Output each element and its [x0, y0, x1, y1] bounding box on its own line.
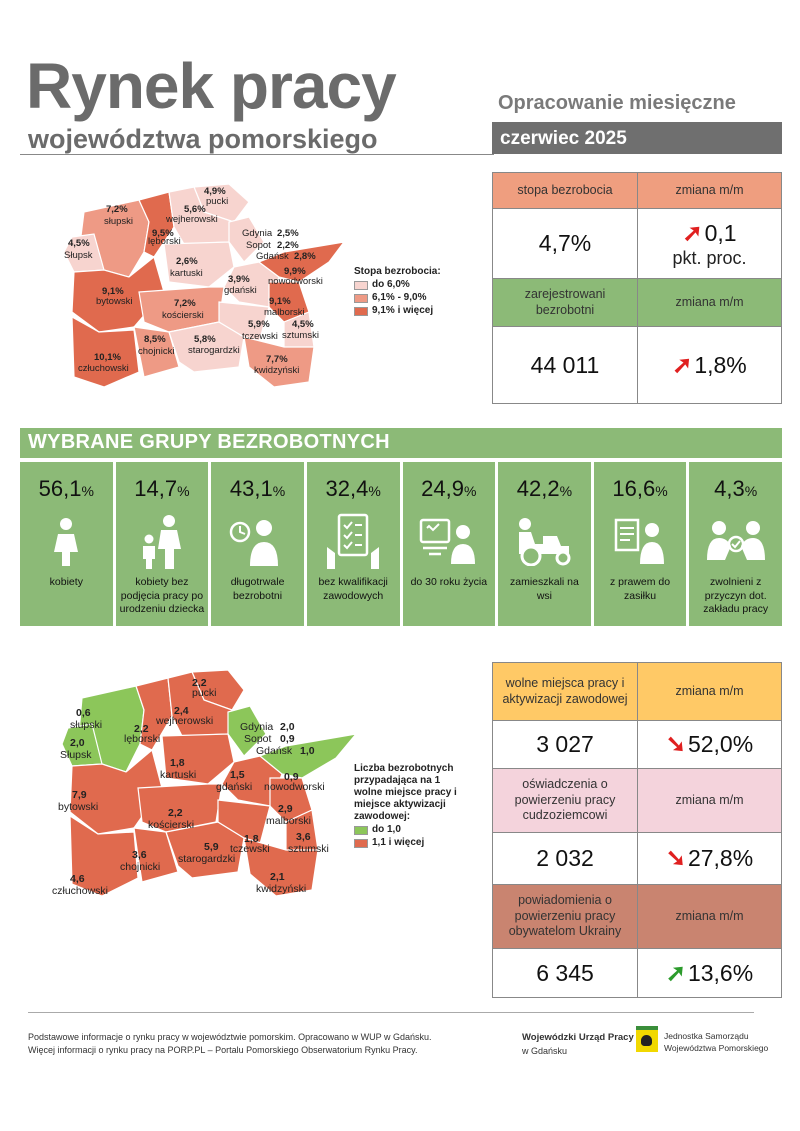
map2-value-czluchowski: 4,6 — [70, 873, 85, 885]
groups-cards — [20, 462, 782, 626]
legend-swatch-low — [354, 826, 368, 835]
vacancies-change-value: 52,0% — [687, 731, 754, 757]
map1-value-nowodworski: 9,9% — [284, 266, 306, 277]
ukraine-change-header: zmiana m/m — [637, 885, 781, 948]
map2-label-starogardzki: starogardzki — [178, 853, 236, 865]
map1-value-malborski: 9,1% — [269, 296, 291, 307]
group-value: 24,9 — [421, 476, 464, 501]
unemployment-rate-map — [44, 182, 354, 397]
unemployment-rate-value: 4,7% — [538, 230, 592, 256]
map1-label-wejherowski: wejherowski — [166, 214, 218, 225]
legend-label-low: do 1,0 — [372, 824, 401, 835]
tractor-icon — [498, 510, 591, 572]
registered-change-header: zmiana m/m — [637, 279, 781, 326]
vacancies-change-header: zmiana m/m — [637, 663, 781, 720]
map1-label-pucki: pucki — [206, 196, 229, 207]
map1-label-nowodworski: nowodworski — [268, 276, 323, 287]
map2-value-nowodworski: 0,9 — [284, 771, 299, 783]
map1-value-kartuski: 2,6% — [176, 256, 198, 267]
map1-value-wejherowski: 5,6% — [184, 204, 206, 215]
jobs-table — [492, 662, 782, 998]
map2-label-sopot: Sopot — [244, 733, 272, 745]
map2-label-koscierski: kościerski — [148, 819, 195, 831]
map1-label-gdynia: Gdynia — [242, 228, 273, 239]
samorzad-logo — [636, 1026, 776, 1055]
group-card-rural — [498, 462, 591, 626]
map2-label-nowodworski: nowodworski — [264, 781, 325, 793]
map1-value-sopot: 2,2% — [277, 240, 299, 251]
map1-value-gdanski: 3,9% — [228, 274, 250, 285]
samorzad-logo-line-2: Województwa Pomorskiego — [664, 1043, 769, 1054]
map1-label-kartuski: kartuski — [170, 268, 203, 279]
map2-value-sztumski: 3,6 — [296, 831, 311, 843]
title-divider — [20, 154, 494, 155]
registered-change-value: 1,8% — [694, 351, 747, 378]
map1-label-leborski: lęborski — [148, 236, 181, 247]
group-unit: % — [655, 483, 668, 499]
map2-label-leborski: lęborski — [124, 733, 161, 745]
map1-label-chojnicki: chojnicki — [138, 346, 175, 357]
map2-label-kartuski: kartuski — [160, 769, 197, 781]
footer-line-1: Podstawowe informacje o rynku pracy w województwie pomorskim. Opracowano w WUP w Gdańsku. — [28, 1032, 432, 1042]
map2-value-koscierski: 2,2 — [168, 807, 183, 819]
map2-label-gdynia: Gdynia — [240, 721, 274, 733]
rate-change-value: 0,1 — [704, 219, 737, 246]
arrow-up-icon: ➚ — [682, 219, 703, 247]
map1-label-bytowski: bytowski — [96, 296, 133, 307]
footer-divider — [28, 1012, 754, 1013]
young-person-computer-icon — [403, 510, 496, 572]
group-value: 42,2 — [516, 476, 560, 501]
ukraine-change-value: 13,6% — [687, 959, 754, 986]
map2-value-malborski: 2,9 — [278, 803, 293, 815]
map1-label-kwidzynski: kwidzyński — [254, 365, 300, 376]
map1-label-sztumski: sztumski — [282, 330, 319, 341]
legend-swatch-low — [354, 281, 368, 290]
map1-value-slupski: 7,2% — [106, 204, 128, 215]
legend-swatch-high — [354, 839, 368, 848]
footer-info — [28, 1031, 432, 1057]
wup-logo-name: Wojewódzki Urząd Pracy — [522, 1032, 634, 1043]
group-label: długotrwale bezrobotni — [230, 576, 285, 602]
group-unit: % — [81, 483, 94, 499]
report-type: Opracowanie miesięczne — [498, 92, 736, 114]
group-card-dismissed — [689, 462, 782, 626]
map2-label-pucki: pucki — [192, 687, 217, 699]
group-card-under-30 — [403, 462, 496, 626]
declarations-change-header: zmiana m/m — [637, 769, 781, 832]
group-card-no-qualifications — [307, 462, 400, 626]
group-value: 4,3 — [714, 476, 745, 501]
map1-value-gdynia: 2,5% — [277, 228, 299, 239]
ukraine-value: 6 345 — [536, 959, 594, 986]
map2-value-chojnicki: 3,6 — [132, 849, 147, 861]
map1-value-gdansk: 2,8% — [294, 251, 316, 262]
map1-value-bytowski: 9,1% — [102, 286, 124, 297]
groups-section-title: WYBRANE GRUPY BEZROBOTNYCH — [20, 428, 782, 458]
arrow-up-icon: ➚ — [672, 351, 693, 379]
map2-value-gdynia: 2,0 — [280, 721, 295, 733]
legend-label-high: 9,1% i więcej — [372, 305, 434, 316]
map2-value-leborski: 2,2 — [134, 723, 149, 735]
map2-label-czluchowski: człuchowski — [52, 885, 109, 897]
group-card-women — [20, 462, 113, 626]
map1-value-chojnicki: 8,5% — [144, 334, 166, 345]
group-value: 56,1 — [38, 476, 82, 501]
page-title: Rynek pracy — [26, 50, 396, 122]
group-label: zamieszkali na wsi — [510, 576, 579, 602]
map1-label-slupsk: Słupsk — [64, 250, 93, 261]
unemployment-rate-header: stopa bezrobocia — [493, 173, 637, 208]
declarations-header: oświadczenia o powierzeniu pracy cudzoziemcowi — [493, 769, 637, 832]
map2-label-sztumski: sztumski — [288, 843, 329, 855]
map1-value-leborski: 9,5% — [152, 228, 174, 239]
registered-unemployed-header: zarejestrowani bezrobotni — [493, 279, 637, 326]
arrow-up-icon: ➚ — [665, 959, 686, 987]
legend-swatch-mid — [354, 294, 368, 303]
map1-label-gdansk: Gdańsk — [256, 251, 289, 262]
map1-label-koscierski: kościerski — [162, 310, 204, 321]
map2-label-wejherowski: wejherowski — [156, 715, 214, 727]
rate-change-unit: pkt. proc. — [672, 247, 747, 268]
map1-value-kwidzynski: 7,7% — [266, 354, 288, 365]
arrow-down-icon: ➘ — [665, 731, 686, 758]
checklist-hand-icon — [307, 510, 400, 572]
map2-value-starogardzki: 5,9 — [204, 841, 219, 853]
vacancies-header: wolne miejsca pracy i aktywizacji zawodowej — [493, 663, 637, 720]
map1-value-koscierski: 7,2% — [174, 298, 196, 309]
map2-label-malborski: malborski — [266, 815, 311, 827]
map2-legend — [354, 763, 466, 849]
map2-label-chojnicki: chojnicki — [120, 861, 161, 873]
group-label: z prawem do zasiłku — [610, 576, 671, 602]
map2-label-slupski: słupski — [70, 719, 103, 731]
registered-unemployed-value: 44 011 — [530, 351, 600, 378]
map1-label-gdanski: gdański — [224, 285, 257, 296]
map1-legend — [354, 266, 464, 317]
group-card-long-term — [211, 462, 304, 626]
group-unit: % — [177, 483, 190, 499]
woman-icon — [20, 510, 113, 572]
benefit-document-icon — [594, 510, 687, 572]
map2-value-pucki: 2,2 — [192, 677, 207, 689]
group-label: bez kwalifikacji zawodowych — [318, 576, 388, 602]
page-subtitle: województwa pomorskiego — [28, 124, 378, 154]
group-unit: % — [272, 483, 286, 499]
legend-swatch-high — [354, 307, 368, 316]
map2-value-kwidzynski: 2,1 — [270, 871, 285, 883]
legend-label-high: 1,1 i więcej — [372, 837, 425, 848]
map2-value-bytowski: 7,9 — [72, 789, 87, 801]
map2-value-tczewski: 1,8 — [244, 833, 259, 845]
map2-label-gdansk: Gdańsk — [256, 745, 293, 757]
group-value: 32,4 — [325, 476, 369, 501]
map1-value-tczewski: 5,9% — [248, 319, 270, 330]
wup-logo — [522, 1031, 634, 1058]
group-unit: % — [464, 483, 477, 499]
group-unit: % — [559, 483, 573, 499]
handshake-icon — [689, 510, 782, 572]
map2-label-kwidzynski: kwidzyński — [256, 883, 307, 895]
group-value: 43,1 — [229, 476, 273, 501]
map1-value-starogardzki: 5,8% — [194, 334, 216, 345]
map1-legend-title: Stopa bezrobocia: — [354, 266, 441, 277]
map2-label-slupsk: Słupsk — [60, 749, 92, 761]
map1-value-pucki: 4,9% — [204, 186, 226, 197]
map1-value-sztumski: 4,5% — [292, 319, 314, 330]
map2-value-kartuski: 1,8 — [170, 757, 185, 769]
group-label: zwolnieni z przyczyn dot. zakładu pracy — [703, 576, 769, 616]
legend-label-low: do 6,0% — [372, 279, 410, 290]
map1-value-czluchowski: 10,1% — [94, 352, 121, 363]
region-kartuski — [164, 242, 234, 287]
group-card-benefit — [594, 462, 687, 626]
group-value: 14,7 — [134, 476, 178, 501]
group-value: 16,6 — [612, 476, 656, 501]
arrow-down-icon: ➘ — [665, 845, 686, 872]
map2-label-gdanski: gdański — [216, 781, 253, 793]
map2-value-gdanski: 1,5 — [230, 769, 245, 781]
map1-label-sopot: Sopot — [246, 240, 271, 251]
group-card-mothers — [116, 462, 209, 626]
declarations-value: 2 032 — [536, 845, 594, 871]
map2-value-slupsk: 2,0 — [70, 737, 85, 749]
map2-value-slupski: 0,6 — [76, 707, 91, 719]
map1-value-slupsk: 4,5% — [68, 238, 90, 249]
wup-logo-city: w Gdańsku — [522, 1045, 568, 1056]
map2-label-tczewski: tczewski — [230, 843, 270, 855]
map2-value-sopot: 0,9 — [280, 733, 295, 745]
vacancies-value: 3 027 — [536, 731, 594, 757]
declarations-change-value: 27,8% — [687, 845, 754, 871]
group-unit: % — [368, 483, 381, 499]
pomorskie-crest-icon — [636, 1026, 658, 1052]
map2-legend-title: Liczba bezrobotnych przypadająca na 1 wolne miejsce pracy i miejsce aktywizacji zawodowej: — [354, 763, 457, 822]
group-label: kobiety bez podjęcia pracy po urodzeniu dziecka — [119, 576, 205, 616]
report-period: czerwiec 2025 — [492, 122, 782, 154]
clock-person-icon — [211, 510, 304, 572]
ukraine-header: powiadomienia o powierzeniu pracy obywatelom Ukrainy — [493, 885, 637, 948]
map2-label-bytowski: bytowski — [58, 801, 99, 813]
group-unit: % — [744, 483, 758, 499]
samorzad-logo-line-1: Jednostka Samorządu — [664, 1031, 749, 1041]
vacancies-ratio-map — [44, 668, 364, 913]
unemployment-table — [492, 172, 782, 404]
map2-value-gdansk: 1,0 — [300, 745, 315, 757]
mother-child-icon — [116, 510, 209, 572]
group-label: do 30 roku życia — [410, 576, 488, 588]
map1-label-slupski: słupski — [104, 216, 134, 227]
rate-change-header: zmiana m/m — [637, 173, 781, 208]
map1-label-czluchowski: człuchowski — [78, 363, 129, 374]
group-label: kobiety — [49, 576, 83, 588]
map2-value-wejherowski: 2,4 — [174, 705, 189, 717]
map1-label-tczewski: tczewski — [242, 331, 278, 342]
footer-line-2: Więcej informacji o rynku pracy na PORP.PL – Portalu Pomorskiego Obserwatorium Rynku Pracy. — [28, 1045, 418, 1056]
map1-label-starogardzki: starogardzki — [188, 345, 240, 356]
map1-label-malborski: malborski — [264, 307, 305, 318]
legend-label-mid: 6,1% - 9,0% — [372, 292, 427, 303]
